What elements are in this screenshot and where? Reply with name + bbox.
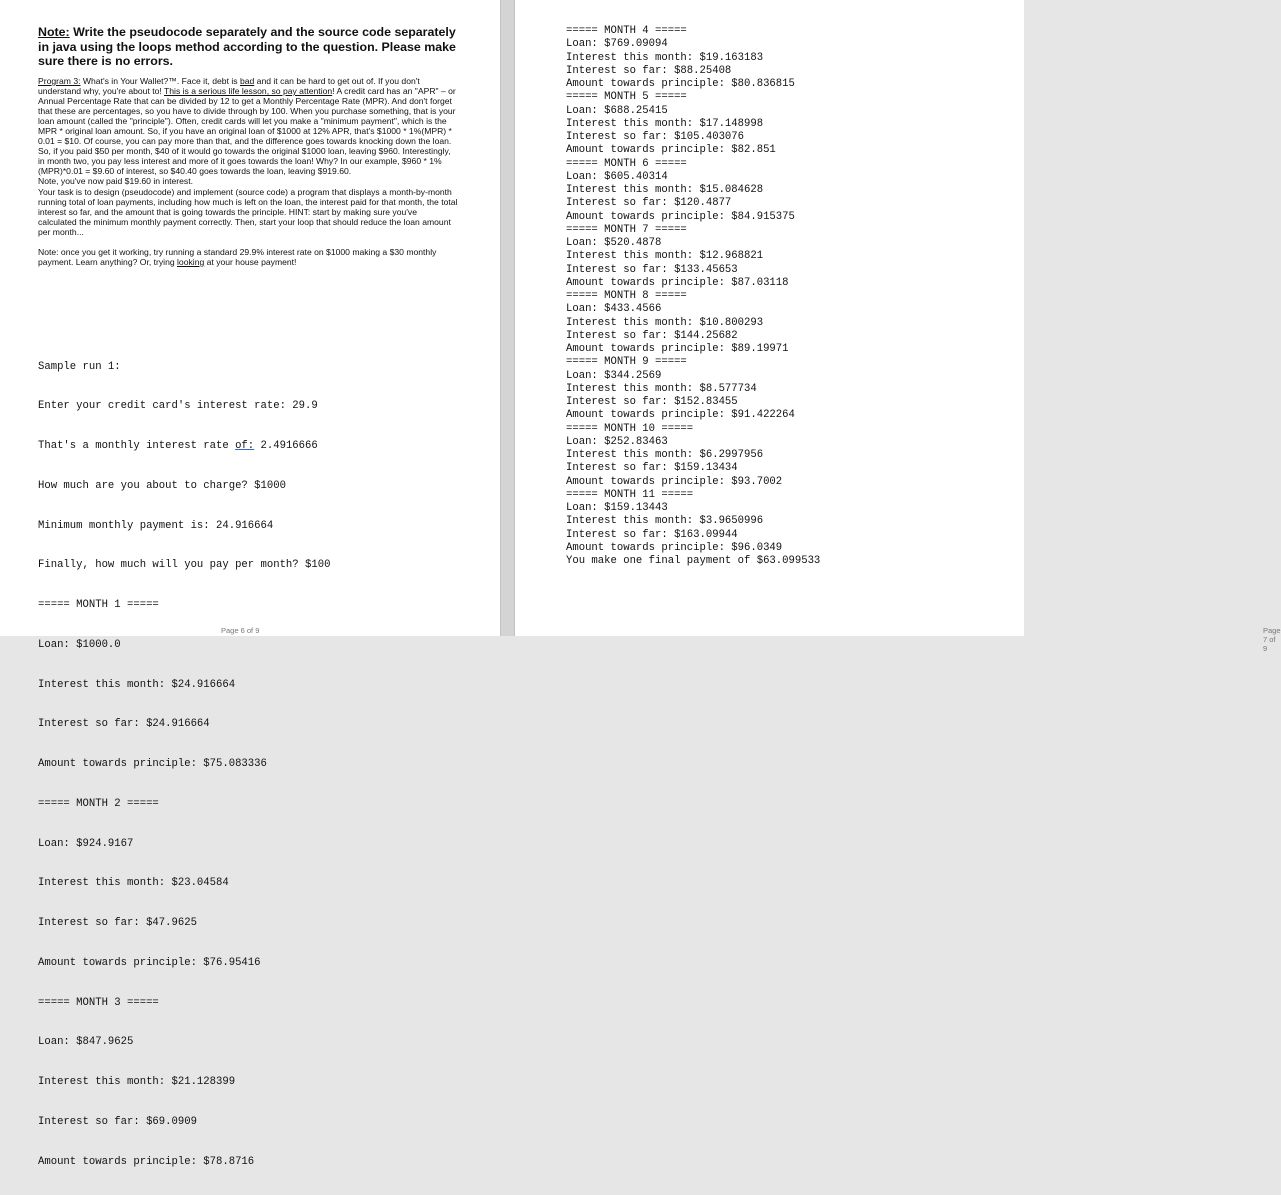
output-line: Loan: $605.40314: [566, 170, 668, 183]
output-line: Interest so far: $120.4877: [566, 197, 732, 210]
month-header: ===== MONTH 8 =====: [566, 290, 687, 302]
output-line: Amount towards principle: $93.7002: [566, 475, 783, 488]
bad-word: bad: [239, 76, 255, 86]
program-intro: [38, 76, 458, 176]
interest-paid-note: Note, you've now paid $19.60 in interest.: [38, 176, 193, 187]
sample-line: Minimum monthly payment is: 24.916664: [38, 519, 274, 532]
month-header: ===== MONTH 2 =====: [38, 797, 159, 810]
output-line: Amount towards principle: $80.836815: [566, 78, 795, 90]
output-line: Loan: $769.09094: [566, 38, 668, 51]
month-header: ===== MONTH 5 =====: [566, 91, 687, 104]
serious-lesson-text: This is a serious life lesson, so pay attention: [164, 86, 333, 97]
output-line: Loan: $520.4878: [566, 237, 662, 249]
run-tip-note: [38, 247, 458, 267]
intro-text-a: What's in Your Wallet?™. Face it, debt is: [80, 76, 240, 86]
sample-line: [38, 440, 330, 453]
interest-month-line: Interest this month: $24.916664: [38, 678, 236, 691]
loan-line: Loan: $847.9625: [38, 1036, 134, 1049]
interest-total-line: Interest so far: $69.0909: [38, 1115, 197, 1128]
intro-text-c: ! A credit card has an "APR" – or Annual Percentage Rate that can be divided by 12 to get a Monthly Percentage Rate (MPR). And don't forget that these are percentages, so you have to divide through by 100. When you purchase something, that is your loan amount (called the "principle"). Often, credit cards will let you make a "minimum payment", which is the MPR * original loan amount. So, if you have an original loan of $1000 at 12% APR, that's $1000 * 1%(MPR) * 0.01 = $10. Of course, you can pay more than that, and the difference goes towards knocking down the loan. So, if you paid $50 per month, $40 of it would go towards the original $1000 loan, leaving $960. Interestingly, in month two, you pay less interest and more of it goes towards the loan! Why? In our example, $960 * 1%(MPR)*0.01 = $9.60 of interest, so $40.40 goes towards the loan, leaving $919.60.: [38, 86, 456, 177]
sample-line: Enter your credit card's interest rate: 29.9: [38, 400, 318, 413]
sample-text: 2.4916666: [254, 440, 318, 452]
output-line: Loan: $344.2569: [566, 369, 662, 382]
output-line: Amount towards principle: $91.422264: [566, 409, 795, 422]
output-line: Loan: $252.83463: [566, 435, 668, 448]
output-line: You make one final payment of $63.099533: [566, 555, 821, 567]
output-line: Interest so far: $163.09944: [566, 528, 738, 541]
tip-text-b: at your house payment!: [204, 256, 297, 267]
output-line: Amount towards principle: $89.19971: [566, 343, 789, 355]
output-line: Interest so far: $144.25682: [566, 329, 738, 342]
note-label: Note:: [38, 25, 70, 39]
output-line: Interest so far: $152.83455: [566, 396, 738, 408]
sample-run-output: [38, 334, 330, 1195]
month-header: ===== MONTH 9 =====: [566, 356, 687, 369]
sample-line: How much are you about to charge? $1000: [38, 479, 286, 492]
month-header: ===== MONTH 6 =====: [566, 157, 687, 170]
output-line: Interest this month: $12.968821: [566, 250, 764, 263]
output-line: Interest this month: $3.9650996: [566, 515, 764, 528]
interest-month-line: Interest this month: $21.128399: [38, 1076, 236, 1088]
sample-line: Finally, how much will you pay per month? $100: [38, 559, 331, 572]
output-line: Amount towards principle: $84.915375: [566, 210, 795, 223]
output-line: Loan: $688.25415: [566, 104, 668, 117]
sample-run-header: Sample run 1:: [38, 360, 121, 373]
output-line: Interest so far: $159.13434: [566, 462, 738, 475]
output-line: Interest so far: $133.45653: [566, 263, 738, 276]
output-line: Interest so far: $88.25408: [566, 64, 732, 77]
sample-run-continuation: [566, 25, 820, 568]
output-line: Interest this month: $6.2997956: [566, 449, 764, 461]
month-header: ===== MONTH 3 =====: [38, 996, 159, 1009]
paragraph-gap: [38, 237, 458, 247]
output-line: Interest so far: $105.403076: [566, 131, 745, 143]
page-gutter: [500, 0, 515, 636]
output-line: Interest this month: $19.163183: [566, 51, 764, 64]
intro-text-b: and it can be hard to get out of. If you don't understand why, you're about to!: [38, 76, 420, 97]
output-line: Interest this month: $10.800293: [566, 316, 764, 329]
output-line: Interest this month: $15.084628: [566, 184, 764, 196]
loan-line: Loan: $1000.0: [38, 638, 121, 651]
output-line: Amount towards principle: $87.03118: [566, 276, 789, 289]
assignment-note: [38, 25, 458, 69]
tip-text-a: Note: once you get it working, try running a standard 29.9% interest rate on $1000 making a $30 monthly payment. Learn anything? Or, trying: [38, 246, 437, 267]
principle-line: Amount towards principle: $78.8716: [38, 1155, 255, 1168]
loan-line: Loan: $924.9167: [38, 837, 134, 850]
sample-text-marked: of:: [235, 440, 255, 452]
output-line: Loan: $433.4566: [566, 303, 662, 316]
page-number: Page 6 of 9: [221, 626, 260, 635]
page-number: Page 7 of 9: [1263, 626, 1281, 653]
looking-word: looking: [177, 256, 205, 267]
output-line: Amount towards principle: $82.851: [566, 144, 776, 157]
month-header: ===== MONTH 11 =====: [566, 488, 694, 501]
output-line: Amount towards principle: $96.0349: [566, 541, 783, 554]
output-line: Loan: $159.13443: [566, 502, 668, 514]
interest-total-line: Interest so far: $24.916664: [38, 718, 210, 731]
sample-text: That's a monthly interest rate: [38, 440, 236, 452]
month-header: ===== MONTH 4 =====: [566, 25, 687, 37]
program-label: Program 3:: [38, 76, 81, 86]
month-header: ===== MONTH 10 =====: [566, 422, 694, 435]
program-description: [38, 76, 458, 267]
output-line: Interest this month: $17.148998: [566, 117, 764, 130]
document-page-6: [0, 0, 500, 1168]
principle-line: Amount towards principle: $75.083336: [38, 758, 267, 770]
note-text: Write the pseudocode separately and the source code separately in java using the loops method according to the question. Please make sure there is no errors.: [38, 25, 456, 68]
interest-total-line: Interest so far: $47.9625: [38, 917, 197, 929]
principle-line: Amount towards principle: $76.95416: [38, 956, 261, 969]
month-header: ===== MONTH 7 =====: [566, 223, 687, 236]
month-header: ===== MONTH 1 =====: [38, 599, 159, 611]
task-description: Your task is to design (pseudocode) and implement (source code) a program that displays a month-by-month running total of loan payments, including how much is left on the loan, the interest paid for that month, the total interest so far, and the amount that is going towards the principle. HINT: start by making sure you've calculated the minimum monthly payment correctly. Then, start your loop that should reduce the loan amount per month...: [38, 186, 458, 237]
output-line: Interest this month: $8.577734: [566, 382, 757, 395]
interest-month-line: Interest this month: $23.04584: [38, 877, 229, 890]
